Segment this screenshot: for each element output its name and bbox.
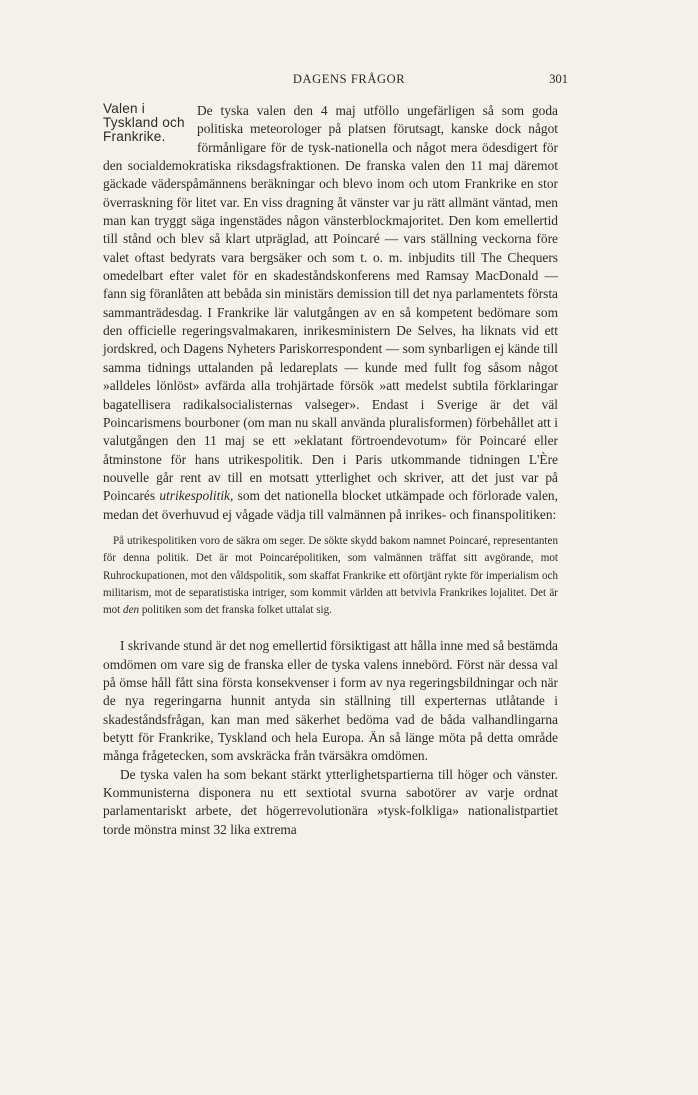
- paragraph-1-tail: som det nationella blocket utkämpade och förlorade valen, medan det överhuvud ej vågade vädja till valmännen på inrikes- och finanspolitiken:: [103, 488, 558, 522]
- paragraph-1-text: De tyska valen den 4 maj utföllo ungefärligen så som goda politiska meteorologer på platsen förutsagt, kanske dock något förmånligare för de tysk-nationella och något mera ödesdigert för den socialdemokratiska riksdagsfraktionen. De franska valen den 11 maj däremot gäckade väderspåmännens beräkningar och blevo inom och utom Frankrike en stor överraskning för litet var. En viss dragning åt vänster var ju rätt allmänt väntad, men man kan tryggt säga ingenstädes någon vänsterblockmajoritet. Den kom emellertid till stånd och blev så klart utpräglad, att Poincaré — vars ställning veckorna före valet oftast bedyrats vara bergsäker och som t. o. m. inbjudits till The Chequers omedelbart efter valet för en skadeståndskonferens med Ramsay MacDonald — fann sig föranlåten att bebåda sin ministärs demission till det nya parlamentets första sammanträdesdag. I Frankrike lär valutgången av en så kompetent bedömare som den officielle regeringsvalmakaren, inrikesministern De Selves, ha liknats vid ett jordskred, och Dagens Nyheters Pariskorrespondent — som synbarligen ej kände till samma tidnings uttalanden på ledareplats — kunde med fullt fog såsom något »alldeles lönlöst» avfärda alla trohjärtade försök »att medelst subtila förklaringar bagatellisera radikalsocialisternas valseger». Endast i Sverige är det väl Poincarismens bourboner (om man nu skall använda pluralisformen) förbehållet att i valutgången den 11 maj se ett »eklatant förtroendevotum» för Poincaré eller åtminstone för hans utrikespolitik. Den i Paris utkommande tidningen L'Ère nouvelle går rent av till en motsatt ytterlighet och skriver, att det just var på Poincarés: [103, 103, 558, 504]
- article-body: [103, 102, 558, 839]
- quote-text-end: politiken som det franska folket uttalat sig.: [141, 604, 332, 617]
- paragraph-1: [103, 102, 558, 524]
- paragraph-1-italic: utrikespolitik,: [159, 488, 234, 504]
- paragraph-3: De tyska valen ha som bekant stärkt ytterlighetspartierna till höger och vänster. Kommunisterna disponera nu ett sextiotal svurna sabotörer av varje ordnat parlamentariskt arbete, det högerrevolutionära »tysk-folkliga» nationalistpartiet torde mönstra minst 32 lika extrema: [103, 766, 558, 837]
- block-quote: [103, 533, 558, 619]
- paragraph-2: I skrivande stund är det nog emellertid försiktigast att hålla inne med så bestämda omdömen om vare sig de franska eller de tyska valens innebörd. Först när dessa val på ömse håll fått sina första konsekvenser i form av nya regeringsbildningar och när de nya regeringarna hunnit antyda sin ställning till experternas utlåtande i skadeståndsfrågan, kan man med säkerhet bedöma vad de båda valhandlingarna betytt för Frankrike, Tyskland och hela Europa. Än så länge möta på detta område många frågetecken, som avskräcka från tvärsäkra omdömen.: [103, 638, 558, 764]
- quote-italic: den: [123, 604, 140, 617]
- page-header: [0, 72, 698, 88]
- page-number: 301: [549, 72, 568, 86]
- quote-text: På utrikespolitiken voro de säkra om seger. De sökte skydd bakom namnet Poincaré, representanten för denna politik. Det är mot Poincarépolitiken, som valmännen träffat sitt avgörande, mot Ruhrockupationen, mot den våldspolitik, som skaffat Frankrike ett oförtjänt rykte för imperialism och militarism, mot de separatistiska intriger, som kommit världen att betvivla Frankrikes lojalitet. Det är mot: [103, 534, 558, 617]
- side-heading: Valen i Tyskland och Frankrike.: [103, 101, 185, 144]
- spacer: [103, 629, 558, 637]
- running-title: DAGENS FRÅGOR: [292, 72, 406, 86]
